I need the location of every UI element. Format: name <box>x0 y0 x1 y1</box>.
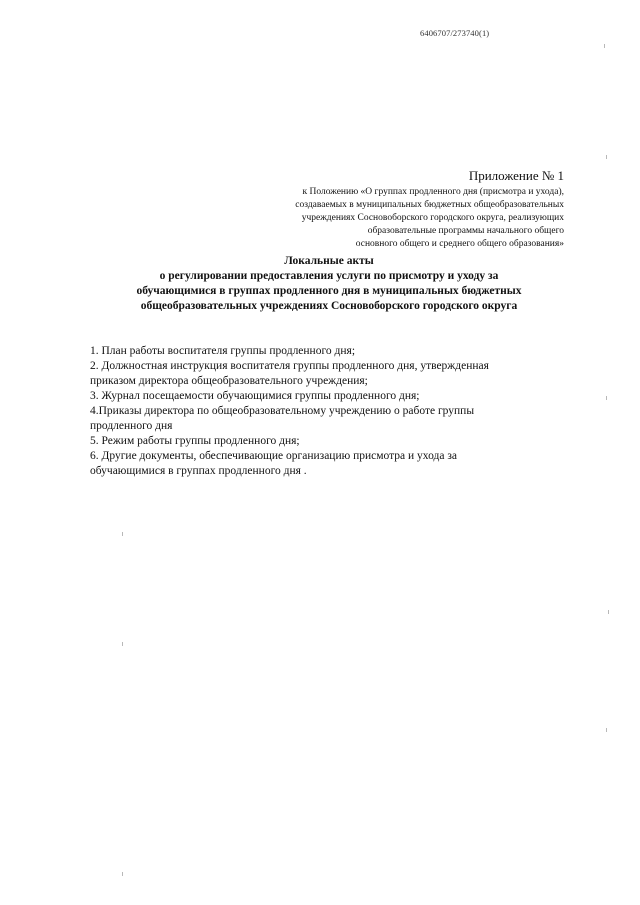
scan-speck <box>606 155 607 159</box>
scan-speck <box>608 610 609 614</box>
list-item <box>90 434 562 449</box>
list-item-continuation: обучающимися в группах продленного дня . <box>90 465 307 477</box>
heading-line: общеобразовательных учреждениях Сосновоборского городского округа <box>140 300 518 312</box>
list-item <box>90 404 562 434</box>
appendix-title: Приложение № 1 <box>468 168 564 183</box>
acts-list <box>90 344 562 479</box>
list-item <box>90 449 562 479</box>
heading-line: о регулировании предоставления услуги по присмотру и уходу за <box>159 270 499 282</box>
appendix-line: учреждениях Сосновоборского городского округа, реализующих <box>301 213 564 223</box>
list-item-continuation: продленного дня <box>90 420 173 432</box>
list-item-text: 4.Приказы директора по общеобразовательному учреждению о работе группы <box>90 405 475 417</box>
list-item-text: 3. Журнал посещаемости обучающимися группы продленного дня; <box>90 390 420 402</box>
appendix-block <box>204 168 564 251</box>
list-item-text: 5. Режим работы группы продленного дня; <box>90 435 300 447</box>
scan-speck <box>606 396 607 400</box>
appendix-line: к Положению «О группах продленного дня (присмотра и ухода), <box>302 187 564 197</box>
list-item-continuation: приказом директора общеобразовательного учреждения; <box>90 375 368 387</box>
list-item-text: 1. План работы воспитателя группы продленного дня; <box>90 345 356 357</box>
scan-speck <box>122 532 123 536</box>
appendix-line: создаваемых в муниципальных бюджетных общеобразовательных <box>295 200 564 210</box>
heading-line: обучающимися в группах продленного дня в муниципальных бюджетных <box>136 285 522 297</box>
heading-title: Локальные акты <box>284 255 374 267</box>
document-heading <box>96 254 562 314</box>
scan-speck <box>606 728 607 732</box>
list-item-text: 6. Другие документы, обеспечивающие организацию присмотра и ухода за <box>90 450 457 462</box>
list-item-text: 2. Должностная инструкция воспитателя группы продленного дня, утвержденная <box>90 360 489 372</box>
list-item <box>90 359 562 389</box>
document-code: 6406707/273740(1) <box>420 28 490 38</box>
appendix-line: основного общего и среднего общего образования» <box>355 239 564 249</box>
list-item <box>90 389 562 404</box>
appendix-line: образовательные программы начального общего <box>367 226 564 236</box>
list-item <box>90 344 562 359</box>
scan-speck <box>122 642 123 646</box>
scan-speck <box>122 872 123 876</box>
scan-speck <box>604 44 605 48</box>
